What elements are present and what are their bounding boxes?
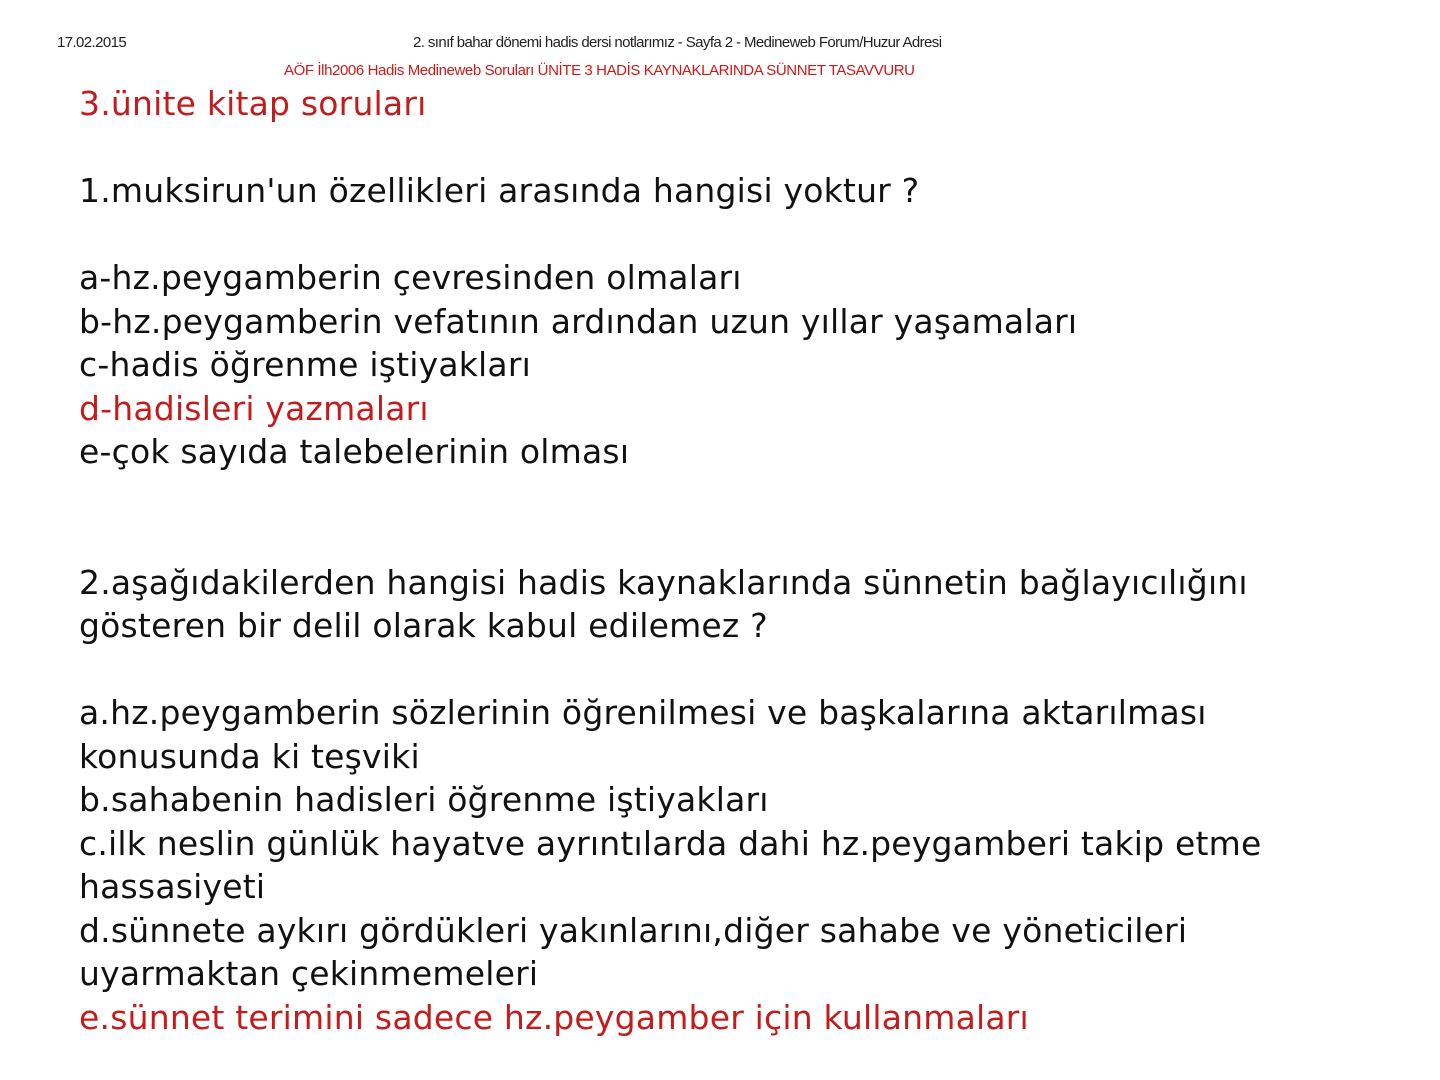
question-2-option-a-line-1: a.hz.peygamberin sözlerinin öğrenilmesi ve başkalarına aktarılması: [79, 693, 1207, 732]
question-2-option-d-line-1: d.sünnete aykırı gördükleri yakınlarını,diğer sahabe ve yöneticileri: [79, 910, 1188, 950]
question-1-option-e: e-çok sayıda talebelerinin olması: [79, 432, 630, 471]
question-1-option-b: b-hz.peygamberin vefatının ardından uzun yıllar yaşamaları: [79, 301, 1078, 341]
question-2-option-d-line-2: uyarmaktan çekinmemeleri: [79, 954, 539, 993]
question-2-option-b: b.sahabenin hadisleri öğrenme iştiyakları: [79, 780, 769, 819]
print-date: 17.02.2015: [57, 34, 127, 51]
question-1-option-a: a-hz.peygamberin çevresinden olmaları: [79, 258, 742, 297]
unit-heading: 3.ünite kitap soruları: [79, 84, 427, 123]
question-2-option-c-line-2: hassasiyeti: [79, 867, 266, 906]
question-1-text: 1.muksirun'un özellikleri arasında hangisi yoktur ?: [79, 171, 920, 210]
question-2-text-line-1: 2.aşağıdakilerden hangisi hadis kaynaklarında sünnetin bağlayıcılığını: [79, 562, 1248, 602]
document-subtitle: AÖF İlh2006 Hadis Medineweb Soruları ÜNİTE 3 HADİS KAYNAKLARINDA SÜNNET TASAVVURU: [284, 62, 915, 79]
print-header: [0, 34, 1440, 56]
document-body: [79, 82, 1419, 1039]
question-2-option-e-answer: e.sünnet terimini sadece hz.peygamber için kullanmaları: [79, 997, 1029, 1037]
question-2-option-c-line-1: c.ilk neslin günlük hayatve ayrıntılarda dahi hz.peygamberi takip etme: [79, 823, 1262, 863]
print-page-title: 2. sınıf bahar dönemi hadis dersi notlarımız - Sayfa 2 - Medineweb Forum/Huzur Adresi: [413, 34, 942, 51]
question-1-option-c: c-hadis öğrenme iştiyakları: [79, 345, 531, 384]
question-1-option-d-answer: d-hadisleri yazmaları: [79, 388, 429, 428]
question-2-option-a-line-2: konusunda ki teşviki: [79, 736, 420, 776]
question-2-text-line-2: gösteren bir delil olarak kabul edilemez ?: [79, 606, 768, 645]
